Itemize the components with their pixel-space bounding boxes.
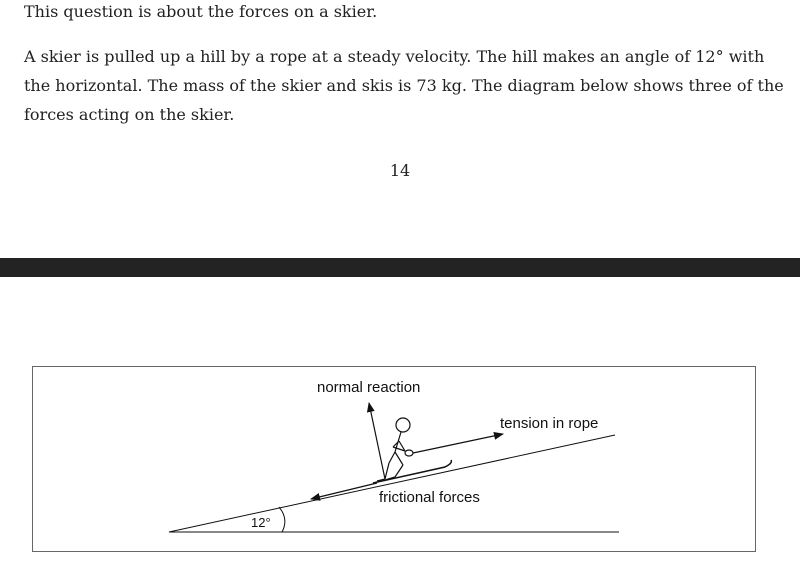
slope-line xyxy=(169,435,615,532)
page-break-bar xyxy=(0,258,800,277)
tension-label: tension in rope xyxy=(500,415,599,432)
normal-reaction-arrow xyxy=(369,403,385,479)
angle-label: 12° xyxy=(251,515,271,530)
question-paragraph: A skier is pulled up a hill by a rope at a steady velocity. The hill makes an angle of 12° with the horizontal. The mass of the skier and skis is 73 kg. The diagram below shows three of the forces acting on the skier. xyxy=(24,47,784,124)
page-number: 14 xyxy=(389,161,411,180)
tension-arrow xyxy=(413,434,503,453)
friction-arrow xyxy=(311,483,377,499)
friction-label: frictional forces xyxy=(379,489,480,506)
skier-figure xyxy=(377,418,413,481)
question-intro: This question is about the forces on a skier. xyxy=(24,2,378,21)
normal-reaction-label: normal reaction xyxy=(317,379,421,396)
angle-arc xyxy=(279,507,285,532)
force-diagram xyxy=(32,366,756,552)
force-diagram-svg xyxy=(33,367,757,553)
